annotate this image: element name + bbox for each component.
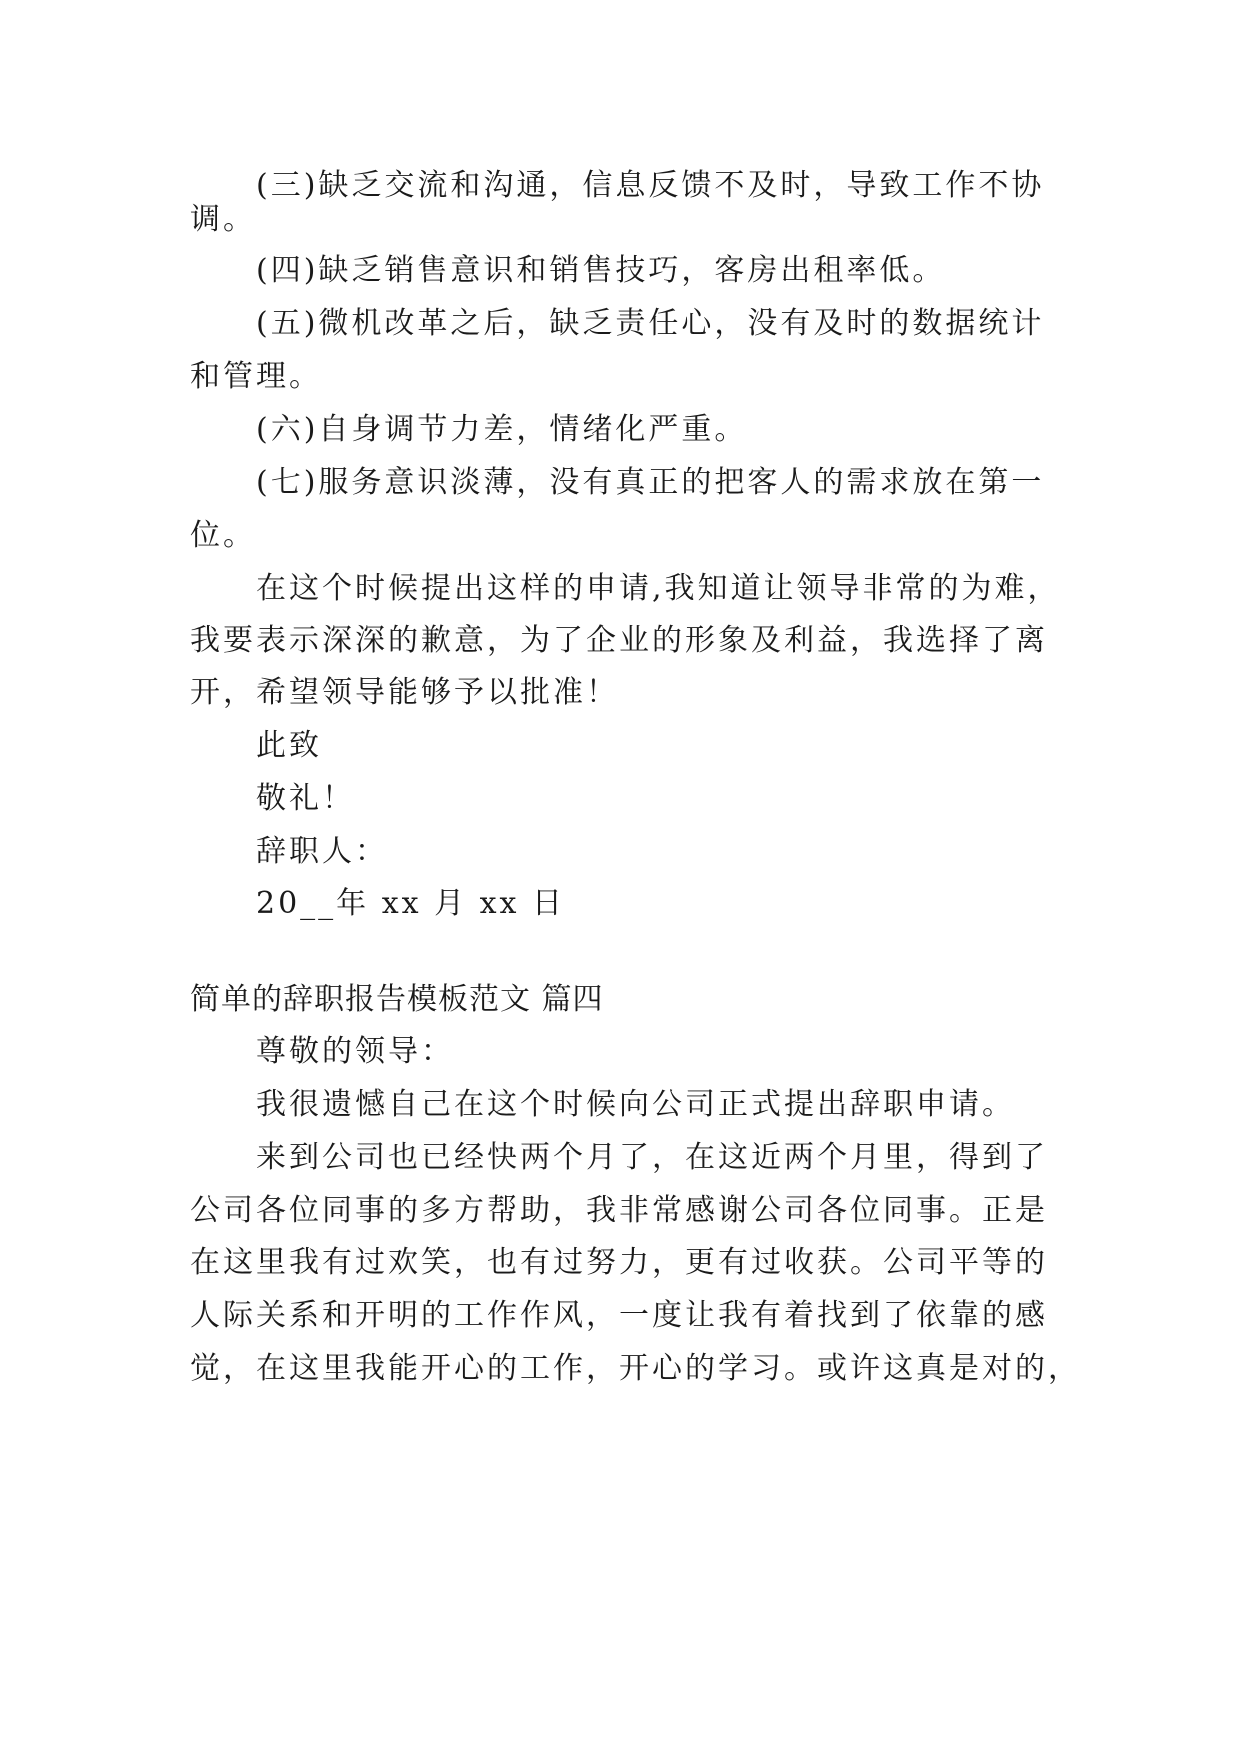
text-line: 和管理。 — [190, 359, 322, 394]
salutation-line: 敬礼！ — [256, 781, 355, 816]
text-line: (七)服务意识淡薄，没有真正的把客人的需求放在第一 — [256, 465, 1045, 500]
text-line: 公司各位同事的多方帮助，我非常感谢公司各位同事。正是 — [190, 1193, 1048, 1228]
text-line: 调。 — [190, 202, 256, 237]
text-line: (五)微机改革之后，缺乏责任心，没有及时的数据统计 — [256, 306, 1045, 341]
text-line: 在这里我有过欢笑，也有过努力，更有过收获。公司平等的 — [190, 1245, 1048, 1280]
greeting-line: 尊敬的领导： — [256, 1034, 454, 1069]
signature-label: 辞职人： — [256, 834, 388, 869]
text-line: 来到公司也已经快两个月了，在这近两个月里，得到了 — [256, 1140, 1048, 1175]
text-line: 我很遗憾自己在这个时候向公司正式提出辞职申请。 — [256, 1087, 1015, 1122]
text-line: 位。 — [190, 518, 256, 553]
text-line: (四)缺乏销售意识和销售技巧，客房出租率低。 — [256, 253, 946, 288]
date-line: 20__年 xx 月 xx 日 — [256, 886, 565, 921]
text-line: 开，希望领导能够予以批准！ — [190, 675, 619, 710]
section-heading: 简单的辞职报告模板范文 篇四 — [190, 982, 604, 1017]
text-line: (三)缺乏交流和沟通，信息反馈不及时，导致工作不协 — [256, 168, 1045, 203]
text-line: (六)自身调节力差，情绪化严重。 — [256, 412, 748, 447]
closing-line: 此致 — [256, 728, 322, 763]
text-line: 觉，在这里我能开心的工作，开心的学习。或许这真是对的， — [190, 1351, 1081, 1386]
text-line: 在这个时候提出这样的申请,我知道让领导非常的为难， — [256, 571, 1061, 606]
text-line: 人际关系和开明的工作作风，一度让我有着找到了依靠的感 — [190, 1298, 1048, 1333]
text-line: 我要表示深深的歉意，为了企业的形象及利益，我选择了离 — [190, 623, 1048, 658]
